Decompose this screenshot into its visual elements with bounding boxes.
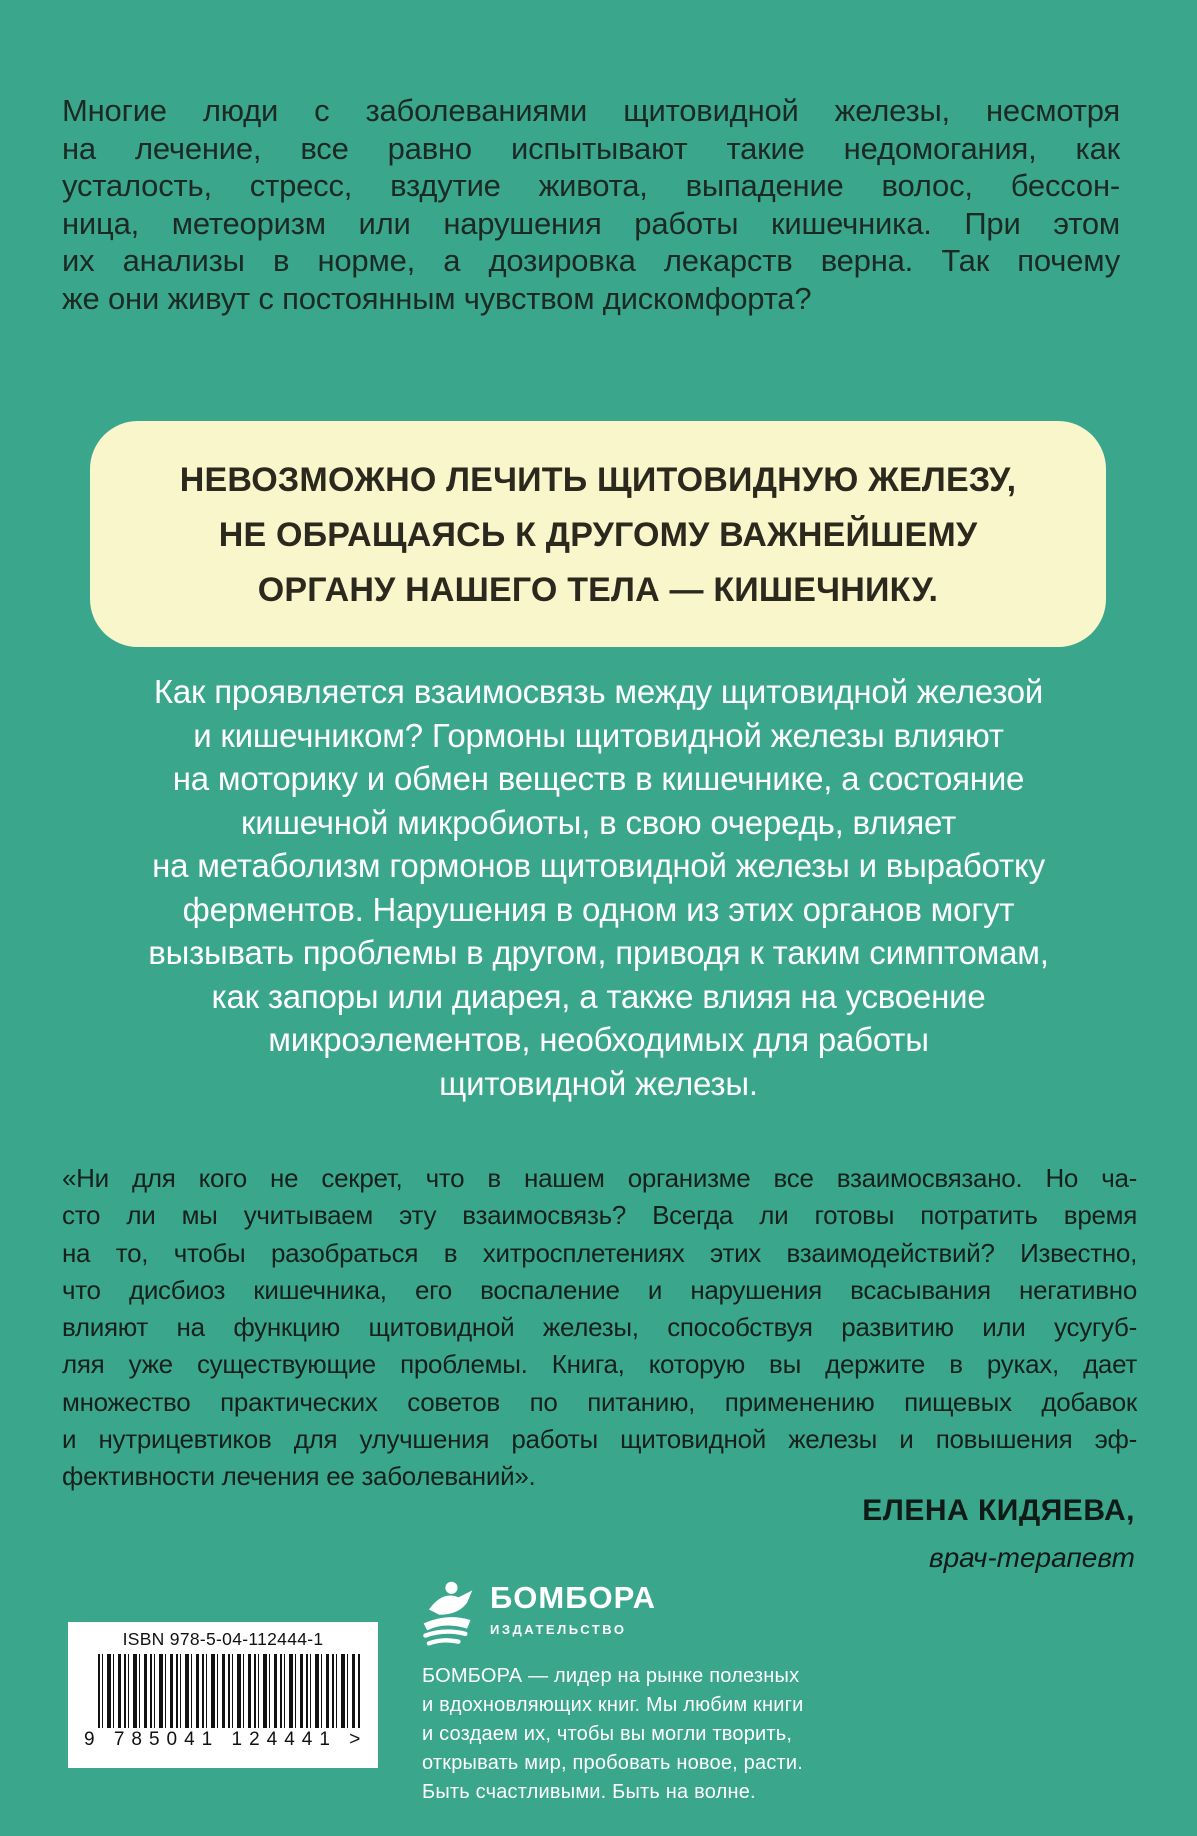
text-line: множество практических советов по питанию, применению пищевых добавок — [62, 1386, 1137, 1417]
text-line: фективности лечения ее заболеваний». — [62, 1461, 536, 1492]
text-line: на метаболизм гормонов щитовидной железы и выработку — [152, 847, 1045, 884]
text-line: же они живут с постоянным чувством дискомфорта? — [62, 280, 812, 316]
review-attribution — [862, 1494, 1135, 1574]
isbn-box — [68, 1622, 378, 1768]
text-line: Многие люди с заболеваниями щитовидной железы, несмотря — [62, 93, 1120, 128]
text-line: и кишечником? Гормоны щитовидной железы влияют — [193, 716, 1004, 754]
text-line: что дисбиоз кишечника, его воспаление и нарушения всасывания негативно — [62, 1274, 1137, 1305]
text-line: влияют на функцию щитовидной железы, способствуя развитию или усугуб- — [62, 1312, 1137, 1343]
text-line: вызывать проблемы в другом, приводя к таким симптомам, — [148, 934, 1049, 971]
publisher-logo-text — [490, 1580, 656, 1637]
isbn-label: ISBN 978-5-04-112444-1 — [122, 1629, 324, 1649]
text-line: «Ни для кого не секрет, что в нашем организме все взаимосвязано. Но ча- — [62, 1163, 1137, 1193]
text-line: НЕВОЗМОЖНО ЛЕЧИТЬ ЩИТОВИДНУЮ ЖЕЛЕЗУ, — [179, 461, 1017, 499]
review-quote — [62, 1160, 1137, 1496]
text-line: ОРГАНУ НАШЕГО ТЕЛА — КИШЕЧНИКУ. — [257, 571, 939, 609]
text-line: их анализы в норме, а дозировка лекарств верна. Так почему — [62, 243, 1120, 278]
barcode — [98, 1654, 360, 1728]
text-line: открывать мир, пробовать новое, расти. — [422, 1752, 804, 1774]
publisher-logo-subtitle: ИЗДАТЕЛЬСТВО — [490, 1622, 627, 1637]
intro-paragraph — [62, 92, 1120, 317]
text-line: и нутрицевтиков для улучшения работы щитовидной железы и повышения эф- — [62, 1424, 1137, 1455]
publisher-logo-title: БОМБОРА — [490, 1580, 656, 1615]
barcode-digits: 9 785041 124441 > — [84, 1729, 368, 1750]
text-line: микроэлементов, необходимых для работы — [268, 1021, 929, 1058]
text-line: ница, метеоризм или нарушения работы кишечника. При этом — [62, 205, 1120, 241]
text-line: НЕ ОБРАЩАЯСЬ К ДРУГОМУ ВАЖНЕЙШЕМУ — [218, 516, 978, 554]
text-line: сто ли мы учитываем эту взаимосвязь? Всегда ли готовы потратить время — [62, 1200, 1137, 1231]
publisher-logo — [420, 1580, 656, 1646]
text-line: на то, чтобы разобраться в хитросплетениях этих взаимодействий? Известно, — [62, 1237, 1137, 1268]
text-line: усталость, стресс, вздутие живота, выпадение волос, бессон- — [62, 168, 1120, 203]
surfer-icon — [420, 1580, 476, 1646]
highlight-box — [90, 421, 1106, 647]
text-line: Быть счастливыми. Быть на волне. — [422, 1781, 756, 1803]
reviewer-name: ЕЛЕНА КИДЯЕВА, — [862, 1494, 1135, 1527]
text-line: на моторику и обмен веществ в кишечнике, а состояние — [172, 760, 1025, 797]
text-line: как запоры или диарея, а также влияя на усвоение — [211, 977, 986, 1015]
text-line: и вдохновляющих книг. Мы любим книги — [422, 1694, 804, 1716]
connection-paragraph — [40, 670, 1157, 1105]
text-line: ферментов. Нарушения в одном из этих органов могут — [182, 890, 1015, 928]
text-line: щитовидной железы. — [439, 1064, 758, 1102]
text-line: кишечной микробиоты, в свою очередь, влияет — [240, 803, 957, 841]
text-line: на лечение, все равно испытывают такие недомогания, как — [62, 130, 1120, 166]
reviewer-role: врач-терапевт — [928, 1542, 1135, 1573]
publisher-description — [422, 1662, 803, 1807]
text-line: БОМБОРА — лидер на рынке полезных — [422, 1665, 800, 1687]
text-line: Как проявляется взаимосвязь между щитовидной железой — [153, 673, 1044, 710]
text-line: ляя уже существующие проблемы. Книга, которую вы держите в руках, дает — [62, 1349, 1137, 1380]
text-line: и создаем их, чтобы вы могли творить, — [422, 1723, 793, 1745]
